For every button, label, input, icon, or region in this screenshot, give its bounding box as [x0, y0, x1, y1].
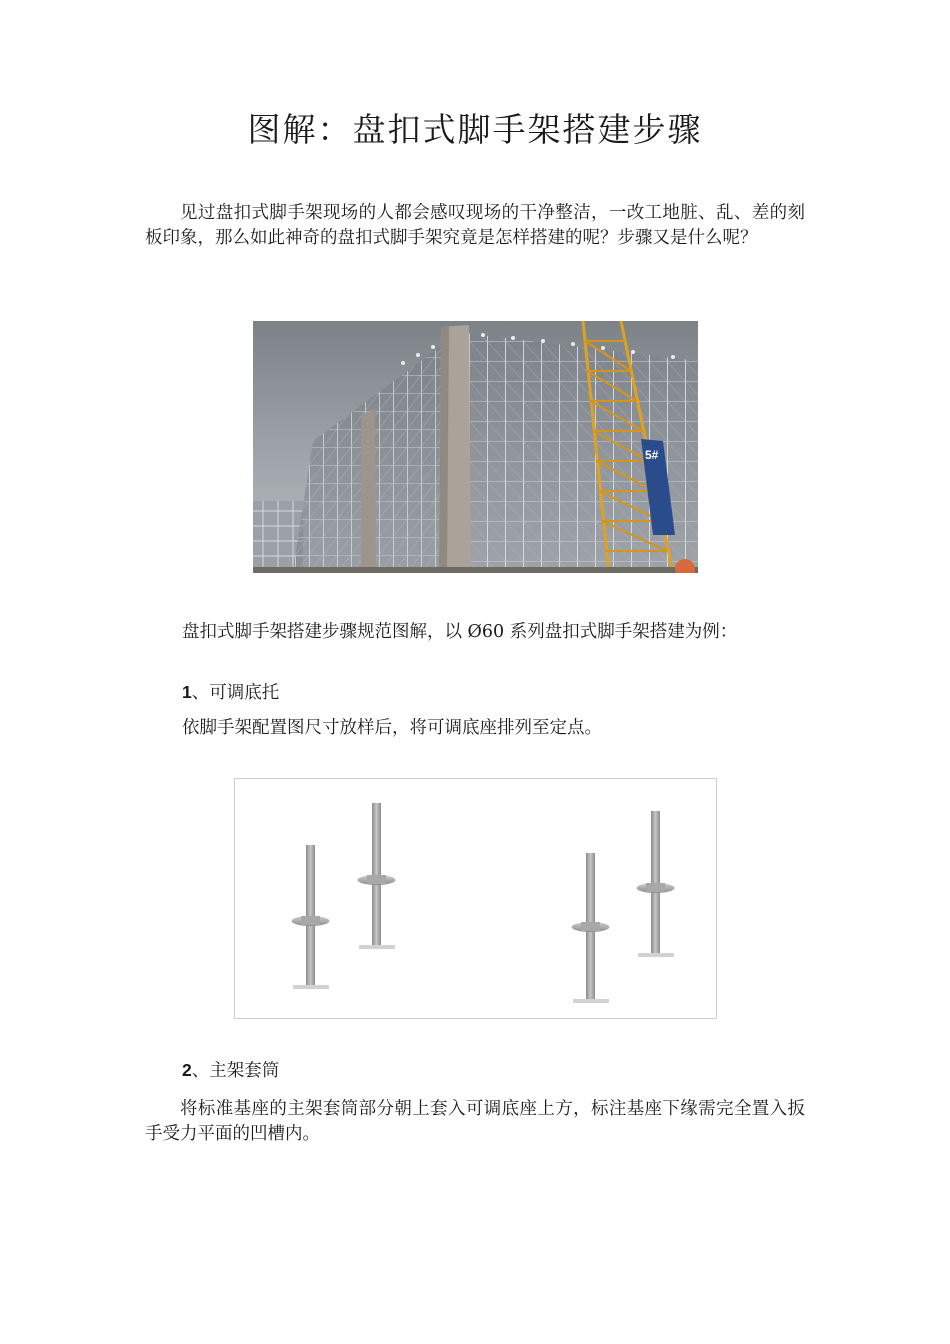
crane-sign-label: 5# [645, 448, 659, 462]
intro-paragraph: 见过盘扣式脚手架现场的人都会感叹现场的干净整洁，一改工地脏、乱、差的刻板印象，那么如此神奇的盘扣式脚手架究竟是怎样搭建的呢？步骤又是什么呢？ [145, 203, 805, 248]
step-2-title: 、主架套筒 [191, 1061, 280, 1081]
page-title: 图解：盘扣式脚手架搭建步骤 [247, 110, 703, 149]
step-2-body: 将标准基座的主架套筒部分朝上套入可调底座上方，标注基座下缘需完全置入扳手受力平面的凹槽内。 [145, 1099, 805, 1144]
step-1-title: 、可调底托 [191, 683, 280, 703]
step-2-number: 2 [182, 1060, 192, 1080]
step-2-heading [182, 1058, 279, 1084]
step-1-body: 依脚手架配置图尺寸放样后，将可调底座排列至定点。 [182, 718, 602, 738]
step-1-number: 1 [182, 682, 192, 702]
adjustable-base-jack-photo [234, 778, 717, 1019]
scaffolding-site-photo [253, 321, 698, 573]
step-1-heading [182, 680, 279, 706]
lead-paragraph: 盘扣式脚手架搭建步骤规范图解，以 Ø60 系列盘扣式脚手架搭建为例： [182, 622, 738, 642]
